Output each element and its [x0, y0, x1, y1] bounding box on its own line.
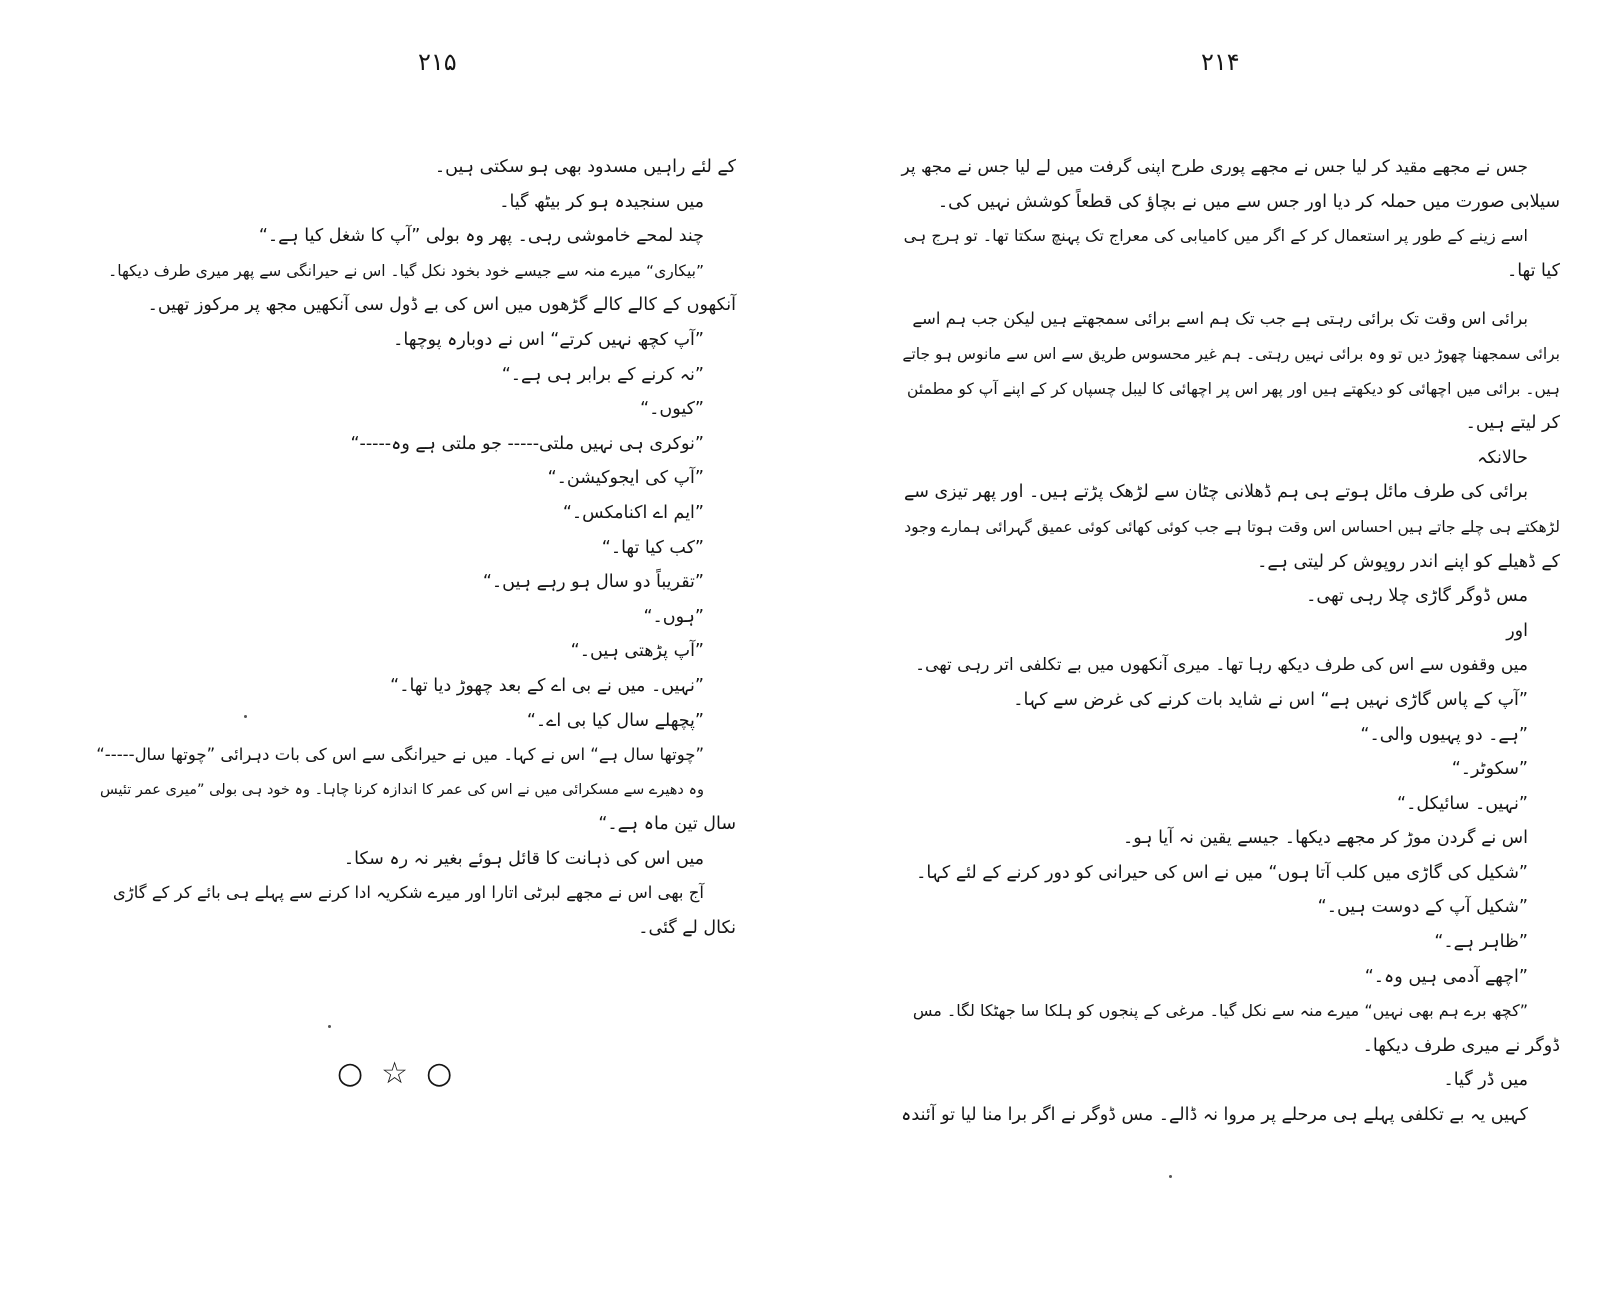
- scan-speck: [1169, 1175, 1172, 1178]
- text-line: جس نے مجھے مقید کر لیا جس نے مجھے پوری طرح اپنی گرفت میں لے لیا جس نے مجھ پر: [901, 157, 1528, 177]
- text-line: لڑھکتے ہی چلے جاتے ہیں احساس اس وقت ہوتا ہے جب کوئی کھائی کوئی عمیق گہرائی ہمارے وجود: [904, 517, 1560, 536]
- text-line: آج بھی اس نے مجھے لبرٹی اتارا اور میرے شکریہ ادا کرنے سے پہلے ہی بائے کر کے گاڑی: [112, 883, 704, 903]
- text-line: میں ڈر گیا۔: [1443, 1070, 1528, 1091]
- text-line: ”نہیں۔ میں نے بی اے کے بعد چھوڑ دیا تھا۔“: [390, 675, 704, 696]
- text-line: حالانکہ: [1477, 447, 1528, 468]
- text-line: ”اچھے آدمی ہیں وہ۔“: [1364, 966, 1528, 987]
- text-line: چند لمحے خاموشی رہی۔ پھر وہ بولی ”آپ کا شغل کیا ہے۔“: [258, 226, 704, 247]
- text-line: میں وقفوں سے اس کی طرف دیکھ رہا تھا۔ میری آنکھوں میں بے تکلفی اتر رہی تھی۔: [915, 655, 1528, 676]
- text-line: برائی سمجھنا چھوڑ دیں تو وہ برائی نہیں رہتی۔ ہم غیر محسوس طریق سے اس سے مانوس ہو جاتے: [902, 344, 1560, 363]
- text-line: میں سنجیدہ ہو کر بیٹھ گیا۔: [499, 191, 704, 212]
- left-page-text: [96, 150, 736, 946]
- text-line: ”ہوں۔“: [643, 606, 704, 627]
- text-line: ”سکوٹر۔“: [1451, 759, 1528, 780]
- text-line: کے لئے راہیں مسدود بھی ہو سکتی ہیں۔: [434, 157, 736, 177]
- text-line: کے ڈھیلے کو اپنے اندر روپوش کر لیتی ہے۔: [1257, 551, 1560, 572]
- text-line: ”چوتھا سال ہے“ اس نے کہا۔ میں نے حیرانگی سے اس کی بات دہرائی ”چوتھا سال-----“: [96, 745, 704, 765]
- page-number: ۲۱۵: [418, 48, 457, 76]
- text-line: ”بیکاری“ میرے منہ سے جیسے خود بخود نکل گیا۔ اس نے حیرانگی سے پھر میری طرف دیکھا۔: [108, 261, 704, 280]
- text-line: ”نہیں۔ سائیکل۔“: [1397, 793, 1528, 814]
- text-line: ”تقریباً دو سال ہو رہے ہیں۔“: [482, 572, 704, 593]
- text-line: اور: [1506, 620, 1528, 641]
- text-line: کہیں یہ بے تکلفی پہلے ہی مرحلے پر مروا نہ ڈالے۔ مس ڈوگر نے اگر برا منا لیا تو آئندہ: [901, 1105, 1528, 1126]
- text-line: میں اس کی ذہانت کا قائل ہوئے بغیر نہ رہ سکا۔: [343, 848, 704, 869]
- text-line: سال تین ماہ ہے۔“: [598, 814, 736, 835]
- text-line: ”ہے۔ دو پہیوں والی۔“: [1360, 724, 1528, 745]
- text-line: ”آپ کی ایجوکیشن۔“: [547, 468, 704, 489]
- scan-speck: [328, 1025, 331, 1028]
- text-line: آنکھوں کے کالے کالے گڑھوں میں اس کی بے ڈول سی آنکھیں مجھ پر مرکوز تھیں۔: [147, 295, 736, 316]
- text-line: سیلابی صورت میں حملہ کر دیا اور جس سے میں نے بچاؤ کی قطعاً کوشش نہیں کی۔: [937, 191, 1560, 212]
- paragraph-gap: [898, 288, 1560, 302]
- text-line: مس ڈوگر گاڑی چلا رہی تھی۔: [1306, 586, 1528, 607]
- left-page: [0, 0, 790, 1291]
- text-line: ”شکیل کی گاڑی میں کلب آتا ہوں“ میں نے اس کی حیرانی کو دور کرنے کے لئے کہا۔: [916, 862, 1528, 883]
- text-line: ڈوگر نے میری طرف دیکھا۔: [1362, 1035, 1560, 1056]
- scan-speck: [244, 715, 247, 718]
- text-line: اسے زینے کے طور پر استعمال کر کے اگر میں کامیابی کی معراج تک پہنچ سکتا تھا۔ تو ہرج ہی: [903, 226, 1528, 246]
- text-line: کر لیتے ہیں۔: [1465, 413, 1560, 434]
- text-line: ”ظاہر ہے۔“: [1434, 932, 1528, 953]
- text-line: ”کچھ برے ہم بھی نہیں“ میرے منہ سے نکل گیا۔ مرغی کے پنجوں کو ہلکا سا جھٹکا لگا۔ مس: [912, 1001, 1528, 1021]
- text-line: برائی اس وقت تک برائی رہتی ہے جب تک ہم اسے برائی سمجھتے ہیں لیکن جب ہم اسے: [912, 309, 1528, 329]
- text-line: ”آپ کے پاس گاڑی نہیں ہے“ اس نے شاید بات کرنے کی غرض سے کہا۔: [1013, 689, 1528, 710]
- text-line: ”آپ کچھ نہیں کرتے“ اس نے دوبارہ پوچھا۔: [393, 329, 704, 350]
- text-line: ”ایم اے اکنامکس۔“: [562, 502, 704, 523]
- text-line: نکال لے گئی۔: [638, 918, 736, 939]
- text-line: اس نے گردن موڑ کر مجھے دیکھا۔ جیسے یقین نہ آیا ہو۔: [1122, 828, 1528, 849]
- text-line: ”شکیل آپ کے دوست ہیں۔“: [1317, 897, 1528, 918]
- text-line: وہ دھیرے سے مسکرائی میں نے اس کی عمر کا اندازہ کرنا چاہا۔ وہ خود ہی بولی ”میری عمر تئیس: [99, 781, 704, 798]
- text-line: ”پچھلے سال کیا بی اے۔“: [526, 710, 704, 731]
- right-page: [790, 0, 1600, 1291]
- text-line: ہیں۔ برائی میں اچھائی کو دیکھتے ہیں اور پھر اس پر اچھائی کا لیبل چسپاں کر کے اپنے آپ کو مطمئن: [907, 379, 1560, 398]
- text-line: برائی کی طرف مائل ہوتے ہی ہم ڈھلانی چٹان سے لڑھک پڑتے ہیں۔ اور پھر تیزی سے: [903, 482, 1528, 503]
- text-line: ”نہ کرنے کے برابر ہی ہے۔“: [501, 364, 704, 385]
- page-number: ۲۱۴: [1201, 48, 1240, 76]
- section-ornament: ○☆○: [337, 1056, 471, 1091]
- text-line: ”نوکری ہی نہیں ملتی----- جو ملتی ہے وہ-----“: [350, 433, 704, 454]
- right-page-text: [898, 150, 1560, 1133]
- text-line: ”کیوں۔“: [640, 399, 704, 420]
- text-line: ”آپ پڑھتی ہیں۔“: [570, 641, 704, 662]
- text-line: کیا تھا۔: [1506, 260, 1560, 281]
- text-line: ”کب کیا تھا۔“: [601, 537, 704, 558]
